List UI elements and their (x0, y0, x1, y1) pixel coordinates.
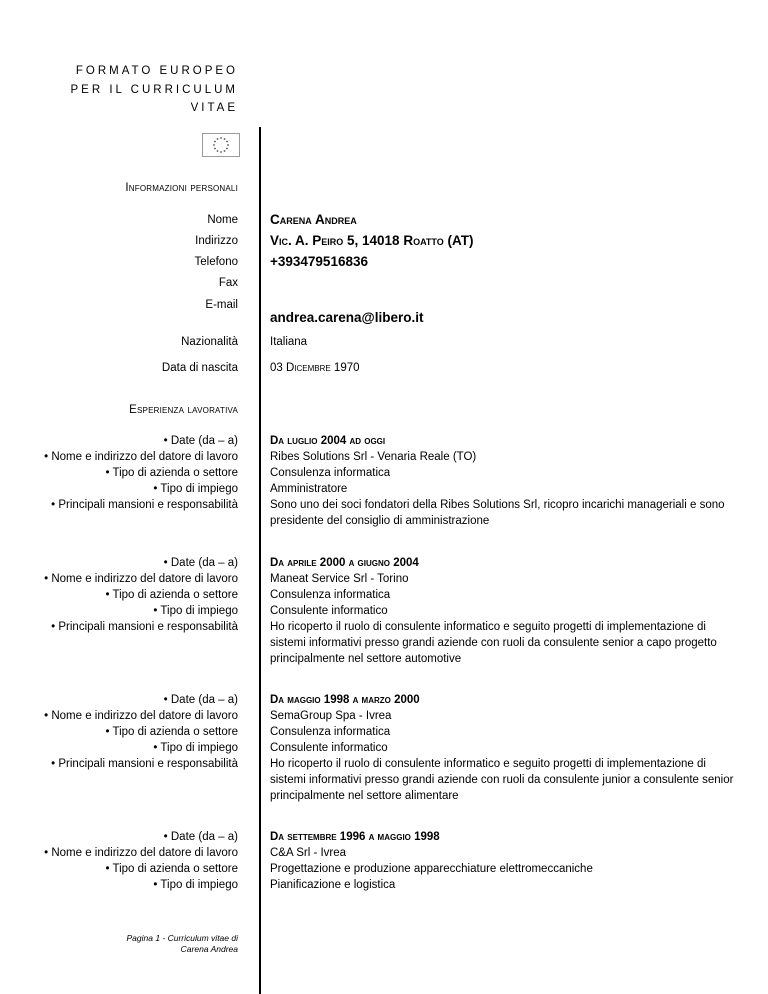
job-label-type: • Tipo di impiego (153, 742, 238, 754)
job-label-duties: • Principali mansioni e responsabilità (51, 621, 238, 633)
job-label-dates: • Date (da – a) (163, 435, 238, 447)
nationality-label: Nazionalità (181, 336, 238, 348)
job-duties: Ho ricoperto il ruolo di consulente informatico e seguito progetti di implementazione di sistemi informativi presso grandi aziende con ruoli da consulente senior a capo progetto principalmente nel settore automotive (270, 621, 717, 665)
job-4-values (270, 829, 740, 893)
phone-label: Telefono (194, 256, 238, 268)
job-label-dates: • Date (da – a) (163, 694, 238, 706)
job-label-sector: • Tipo di azienda o settore (105, 467, 238, 479)
job-sector: Consulenza informatica (270, 726, 391, 738)
job-type: Consulente informatico (270, 605, 388, 617)
email-value: andrea.carena@libero.it (270, 310, 424, 325)
email-label: E-mail (205, 299, 238, 311)
cv-title-line-3: VITAE (190, 102, 238, 114)
vertical-divider (259, 127, 261, 994)
fax-label: Fax (218, 277, 238, 289)
job-label-employer: • Nome e indirizzo del datore di lavoro (44, 573, 238, 585)
job-type: Consulente informatico (270, 742, 388, 754)
job-sector: Consulenza informatica (270, 589, 391, 601)
job-employer: SemaGroup Spa - Ivrea (270, 710, 392, 722)
job-label-sector: • Tipo di azienda o settore (105, 726, 238, 738)
job-dates: Da aprile 2000 a giugno 2004 (270, 557, 419, 569)
job-type: Pianificazione e logistica (270, 879, 396, 891)
job-employer: Ribes Solutions Srl - Venaria Reale (TO) (270, 451, 477, 463)
job-label-employer: • Nome e indirizzo del datore di lavoro (44, 710, 238, 722)
job-duties: Ho ricoperto il ruolo di consulente informatico e seguito progetti di implementazione di sistemi informativi presso grandi aziende con ruoli da consulente junior a consulente senior principalmente nel settore alimentare (270, 758, 734, 802)
job-dates: Da settembre 1996 a maggio 1998 (270, 831, 440, 843)
job-type: Amministratore (270, 483, 348, 495)
job-label-employer: • Nome e indirizzo del datore di lavoro (44, 847, 238, 859)
job-label-type: • Tipo di impiego (153, 483, 238, 495)
job-3-labels (44, 692, 238, 772)
job-employer: C&A Srl - Ivrea (270, 847, 347, 859)
page-footer (127, 933, 239, 955)
address-label: Indirizzo (195, 235, 238, 247)
job-3-values (270, 692, 740, 804)
cv-title-line-2: PER IL CURRICULUM (70, 84, 238, 96)
section-title-experience: Esperienza lavorativa (129, 404, 238, 416)
nationality-value: Italiana (270, 336, 308, 348)
birth-label: Data di nascita (161, 362, 238, 374)
name-value: Carena Andrea (270, 212, 357, 227)
job-sector: Consulenza informatica (270, 467, 391, 479)
cv-title-line-1: FORMATO EUROPEO (75, 65, 238, 77)
birth-value: 03 Dicembre 1970 (270, 362, 360, 374)
address-value: Vic. A. Peiro 5, 14018 Roatto (AT) (270, 233, 474, 248)
job-label-sector: • Tipo di azienda o settore (105, 863, 238, 875)
job-2-values (270, 555, 740, 667)
eu-flag-icon (202, 133, 240, 157)
job-label-duties: • Principali mansioni e responsabilità (51, 758, 238, 770)
footer-line-2: Carena Andrea (180, 944, 238, 954)
job-1-values (270, 433, 740, 529)
job-dates: Da maggio 1998 a marzo 2000 (270, 694, 420, 706)
job-sector: Progettazione e produzione apparecchiature elettromeccaniche (270, 863, 593, 875)
job-dates: Da luglio 2004 ad oggi (270, 435, 386, 447)
job-label-type: • Tipo di impiego (153, 879, 238, 891)
phone-value: +393479516836 (270, 254, 368, 269)
job-label-employer: • Nome e indirizzo del datore di lavoro (44, 451, 238, 463)
job-employer: Maneat Service Srl - Torino (270, 573, 409, 585)
job-4-labels (44, 829, 238, 893)
job-duties: Sono uno dei soci fondatori della Ribes Solutions Srl, ricopro incarichi manageriali e sono presidente del consiglio di amministrazione (270, 499, 725, 527)
job-label-sector: • Tipo di azienda o settore (105, 589, 238, 601)
job-label-dates: • Date (da – a) (163, 831, 238, 843)
footer-line-1: Pagina 1 - Curriculum vitae di (126, 933, 238, 943)
job-label-duties: • Principali mansioni e responsabilità (51, 499, 238, 511)
section-title-personal: Informazioni personali (125, 182, 238, 194)
job-2-labels (44, 555, 238, 635)
job-label-dates: • Date (da – a) (163, 557, 238, 569)
job-label-type: • Tipo di impiego (153, 605, 238, 617)
name-label: Nome (207, 214, 238, 226)
job-1-labels (44, 433, 238, 513)
